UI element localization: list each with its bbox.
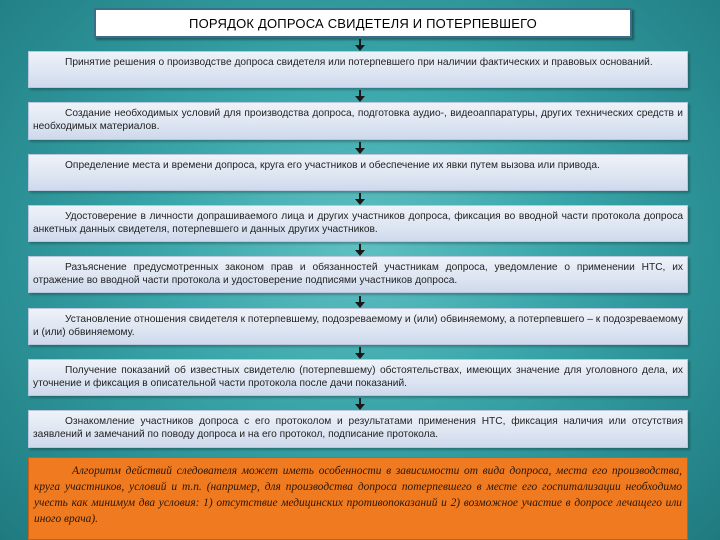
arrow-down-icon (355, 296, 365, 308)
step-8: Ознакомление участников допроса с его протоколом и результатами применения НТС, фиксация наличия или отсутствия заявлений и замечаний по поводу допроса и на его протокол, подписание протокола. (28, 410, 688, 448)
note-box: Алгоритм действий следователя может иметь особенности в зависимости от вида допроса, места его производства, круга участников, условий и т.п. (например, для производства допроса потерпевшего в месте его госпитализации необходимо учесть как минимум два условия: 1) отсутствие медицинских противопоказаний и 2) возможное участие в допросе лечащего или иного врача). (28, 457, 688, 540)
arrow-down-icon (355, 90, 365, 102)
step-6: Установление отношения свидетеля к потерпевшему, подозреваемому и (или) обвиняемому, а потерпевшего – к подозреваемому и (или) обвиняемому. (28, 308, 688, 345)
arrow-down-icon (355, 347, 365, 359)
step-5: Разъяснение предусмотренных законом прав и обязанностей участникам допроса, уведомление о применении НТС, их отражение во вводной части протокола и удостоверение подписями участников допроса. (28, 256, 688, 293)
arrow-down-icon (355, 193, 365, 205)
arrow-down-icon (355, 142, 365, 154)
arrow-down-icon (355, 39, 365, 51)
step-1: Принятие решения о производстве допроса свидетеля или потерпевшего при наличии фактических и правовых оснований. (28, 51, 688, 88)
step-2: Создание необходимых условий для производства допроса, подготовка аудио-, видеоаппаратуры, других технических средств и необходимых материалов. (28, 102, 688, 140)
step-4: Удостоверение в личности допрашиваемого лица и других участников допроса, фиксация во вводной части протокола допроса анкетных данных свидетеля, потерпевшего и данных других участников. (28, 205, 688, 242)
page-title: ПОРЯДОК ДОПРОСА СВИДЕТЕЛЯ И ПОТЕРПЕВШЕГО (94, 8, 632, 38)
step-3: Определение места и времени допроса, круга его участников и обеспечение их явки путем вызова или привода. (28, 154, 688, 191)
arrow-down-icon (355, 244, 365, 256)
arrow-down-icon (355, 398, 365, 410)
step-7: Получение показаний об известных свидетелю (потерпевшему) обстоятельствах, имеющих значение для уголовного дела, их уточнение и фиксация в описательной части протокола после дачи показаний. (28, 359, 688, 396)
